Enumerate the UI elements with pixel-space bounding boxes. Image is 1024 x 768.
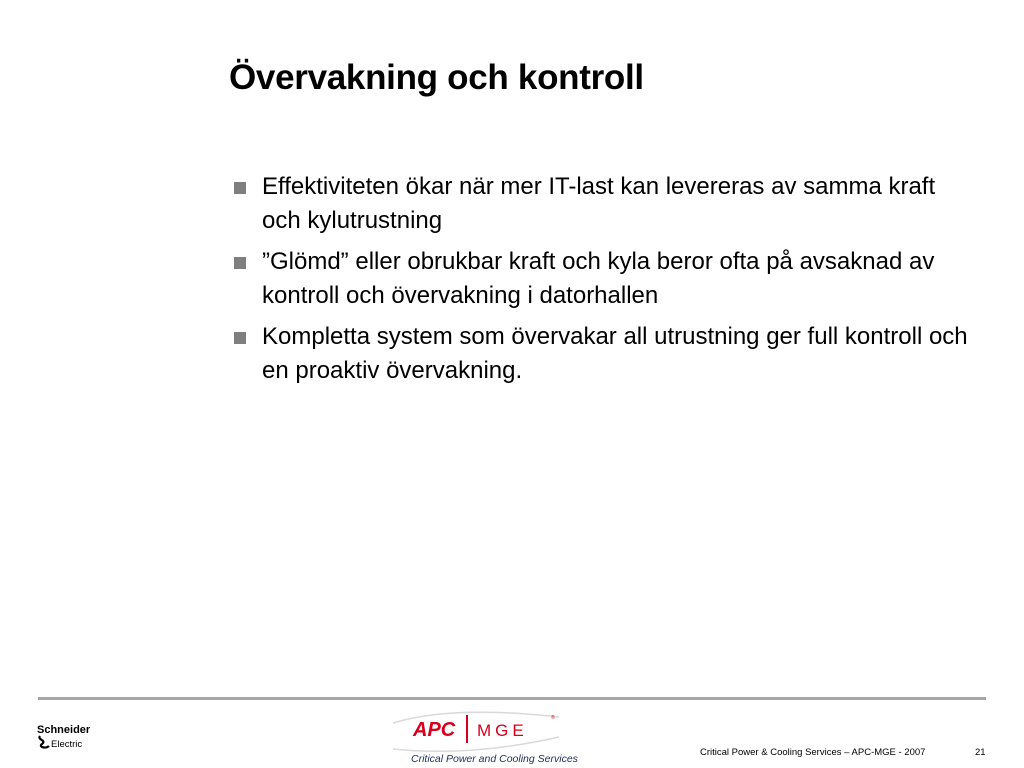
svg-text:Critical Power and Cooling Ser: Critical Power and Cooling Services [411, 753, 578, 765]
footer-divider [38, 697, 986, 700]
bullet-text: Effektiviteten ökar när mer IT-last kan levereras av samma kraft och kylutrustning [262, 173, 936, 234]
apc-mge-logo [391, 707, 578, 765]
slide-title: Övervakning och kontroll [229, 58, 644, 97]
bullet-item [229, 245, 969, 313]
bullet-text: ”Glömd” eller obrukbar kraft och kyla beror ofta på avsaknad av kontroll och övervakning i datorhallen [262, 248, 935, 309]
square-bullet-icon [234, 182, 246, 194]
square-bullet-icon [234, 332, 246, 344]
schneider-electric-logo [37, 722, 99, 752]
footer-text: Critical Power & Cooling Services – APC-MGE - 2007 [700, 747, 926, 758]
bullet-text: Kompletta system som övervakar all utrustning ger full kontroll och en proaktiv övervakning. [262, 323, 968, 384]
svg-text:Schneider: Schneider [37, 724, 91, 736]
svg-text:Electric: Electric [51, 739, 83, 750]
svg-text:APC: APC [413, 719, 456, 741]
bullet-list [229, 170, 969, 395]
page-number: 21 [975, 747, 986, 758]
bullet-item [229, 320, 969, 388]
bullet-item [229, 170, 969, 238]
svg-text:MGE: MGE [477, 721, 528, 740]
svg-text:®: ® [551, 715, 555, 721]
square-bullet-icon [234, 257, 246, 269]
